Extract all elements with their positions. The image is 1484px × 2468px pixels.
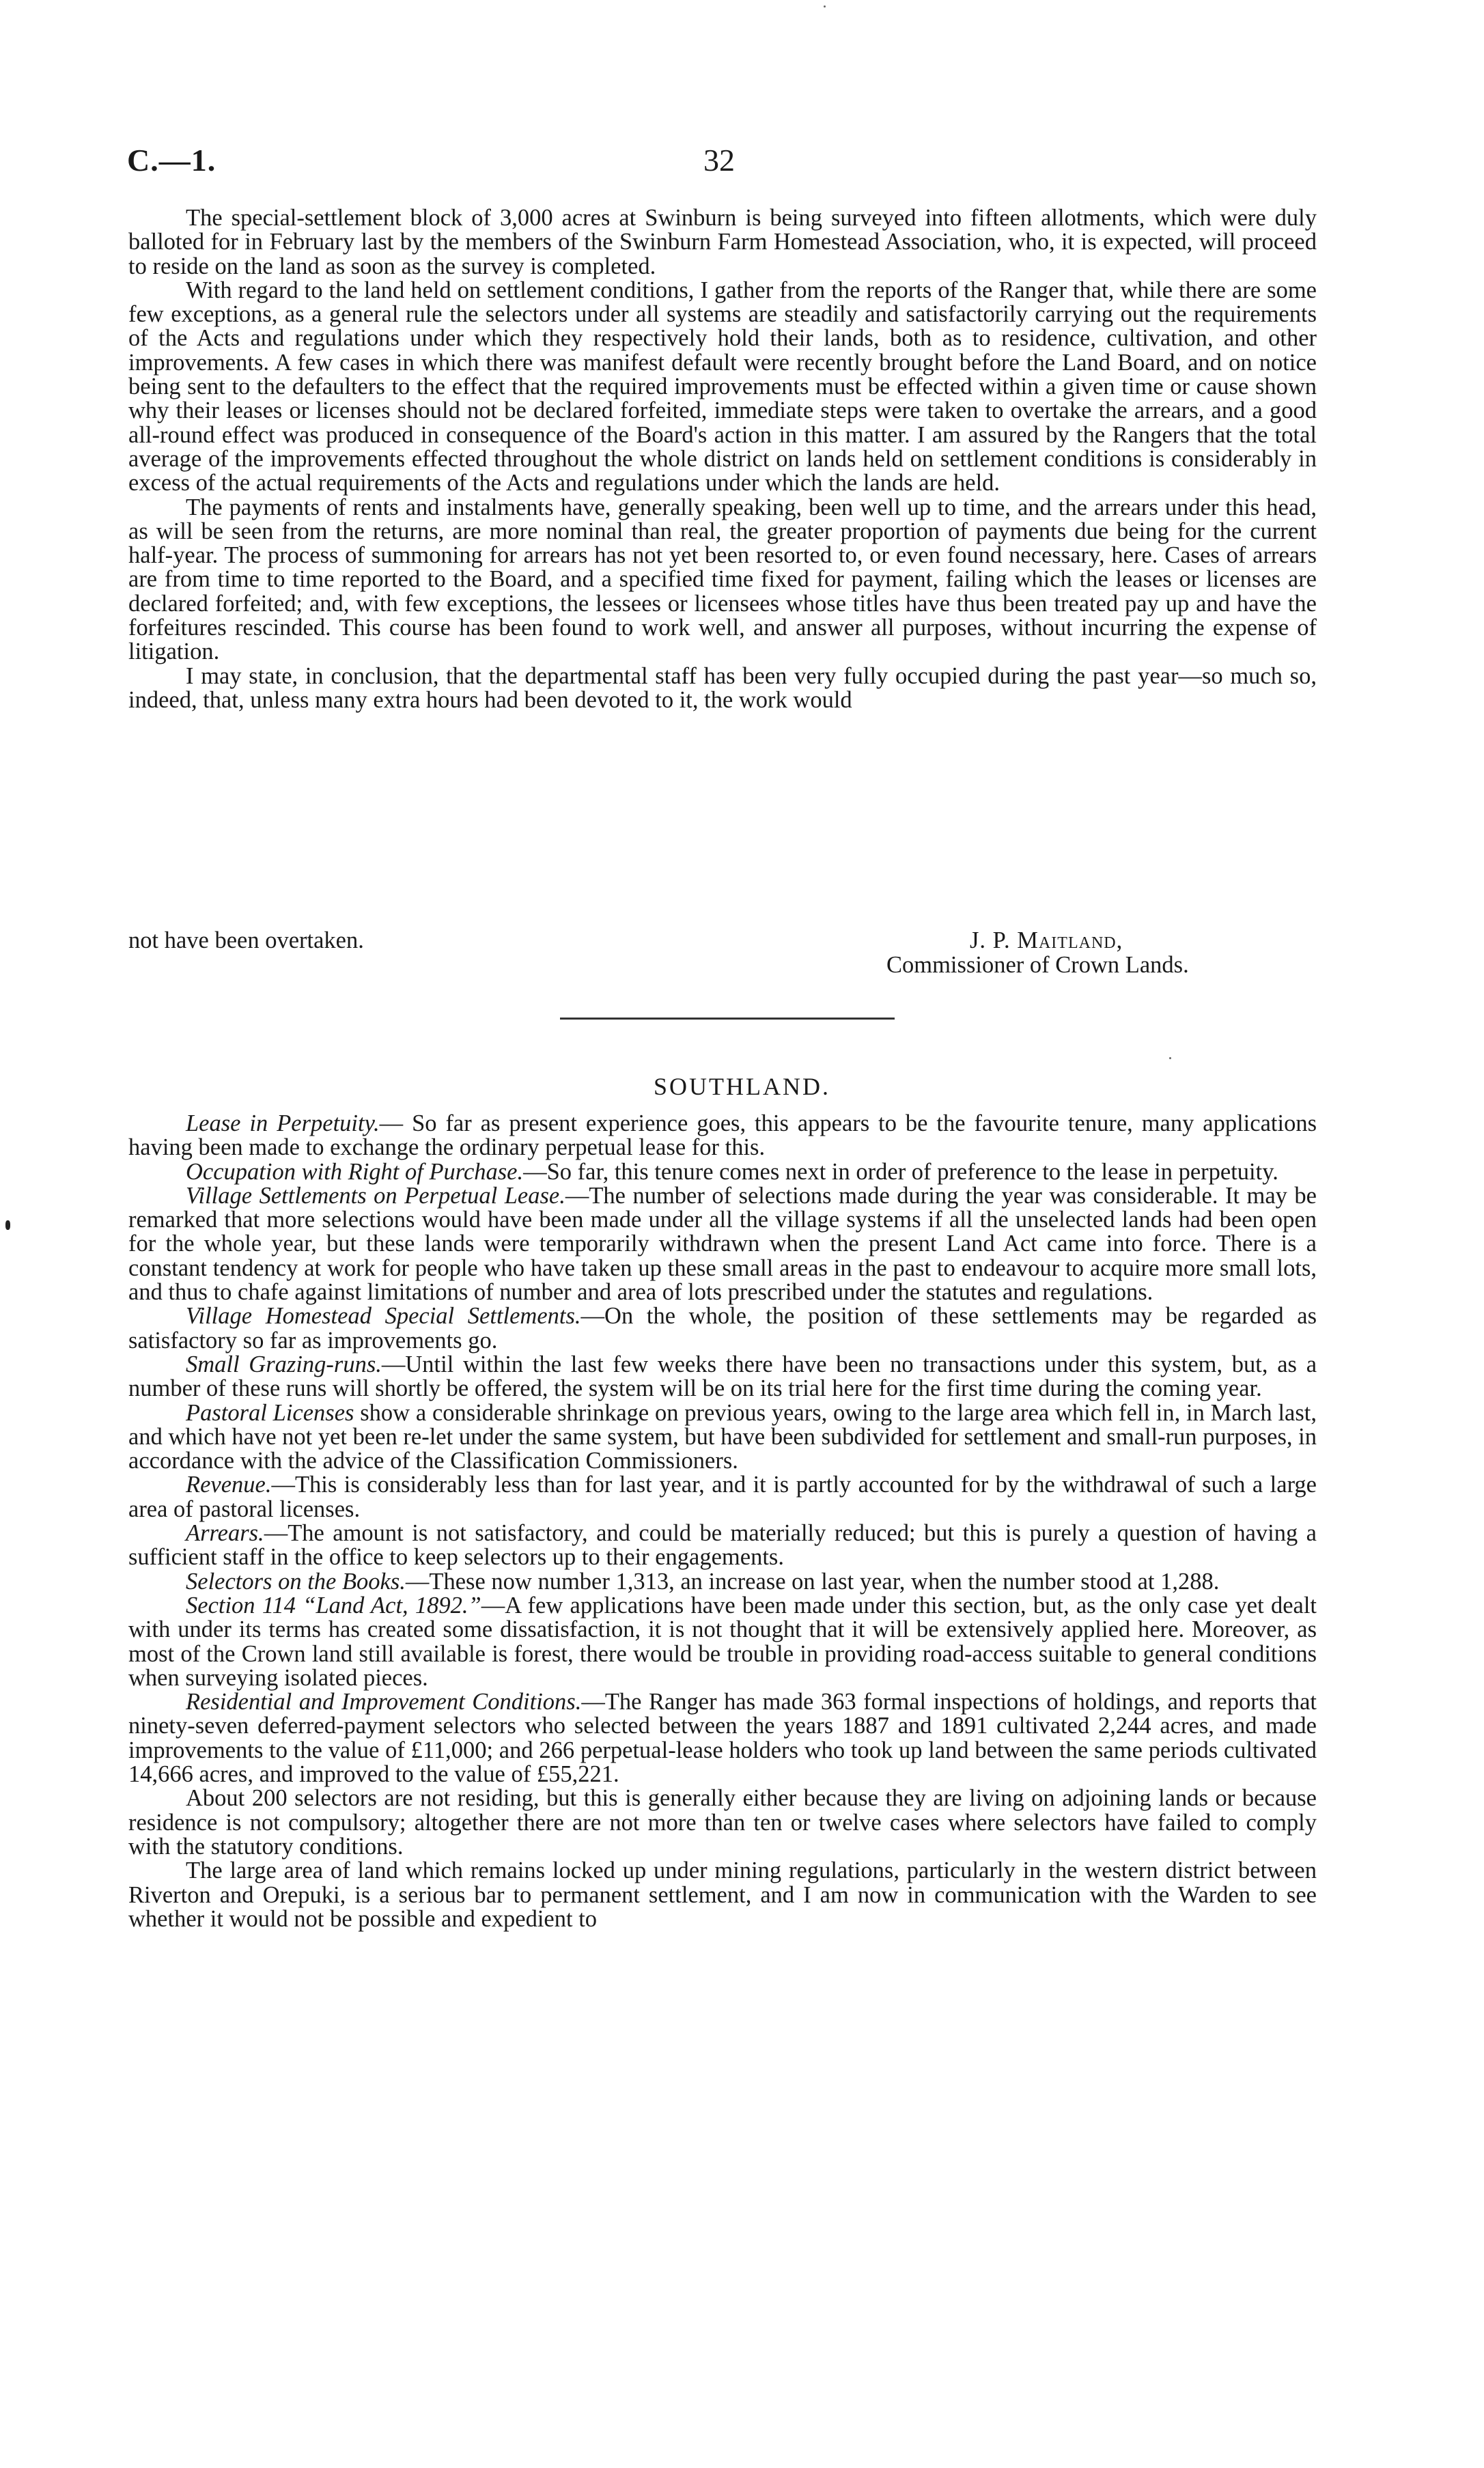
paragraph-lead: Small Grazing-runs.	[186, 1351, 382, 1377]
paragraph: The payments of rents and instalments have, generally speaking, been well up to time, and the arrears under this head, as will be seen from the returns, are more nominal than real, the greater proportion of payments due being for the current half-year. The process of summoning for arrears has not yet been resorted to, or even found necessary, here. Cases of arrears are from time to time reported to the Board, and a specified time fixed for payment, failing which the leases or licenses are declared forfeited; and, with few exceptions, the lessees or licensees whose titles have thus been treated pay up and have the forfeitures rescinded. This course has been found to work well, and answer all purposes, without incurring the expense of litigation.	[128, 494, 1317, 665]
paragraph-text: —On the whole, the position of these settlements may be regarded as satisfactory so far as improvements go.	[128, 1303, 1317, 1354]
paragraph	[128, 1859, 1317, 1931]
page-header	[127, 142, 1322, 183]
paragraph-text: —The number of selections made during the year was considerable. It may be remarked that more selections would have been made under all the village systems if all the unselected lands had been open for the whole year, but these lands were temporarily withdrawn when the present Land Act came into force. There is a constant tendency at work for people who have taken up these small areas in the past to endeavour to acquire more small lots, and thus to chafe against limitations of number and area of lots prescribed under the statutes and regulations.	[128, 1182, 1317, 1306]
document-reference: C.—1.	[127, 143, 216, 178]
margin-speck	[824, 5, 826, 8]
paragraph	[128, 1690, 1317, 1786]
commissioner-report-body	[128, 206, 1317, 712]
page-number: 32	[703, 143, 735, 178]
signature-block	[128, 927, 1317, 978]
paragraph-lead: Lease in Perpetuity.	[186, 1110, 380, 1136]
margin-speck	[1169, 1057, 1171, 1059]
paragraph-lead: Occupation with Right of Purchase.	[186, 1158, 524, 1185]
paragraph-text: —This is considerably less than for last year, and it is partly accounted for by the withdrawal of such a large area of pastoral licenses.	[128, 1472, 1317, 1522]
paragraph-text: The large area of land which remains locked up under mining regulations, particularly in the western district between Riverton and Orepuki, is a serious bar to permanent settlement, and I am now in communication with the Warden to see whether it would not be possible and expedient to	[128, 1857, 1317, 1932]
paragraph	[128, 1401, 1317, 1474]
section-heading: SOUTHLAND.	[654, 1073, 830, 1100]
paragraph-text: show a considerable shrinkage on previous years, owing to the large area which fell in, in March last, and which have not yet been re-let under the same system, but have been subdivided for settlement and small-run purposes, in accordance with the advice of the Classification Commissioners.	[128, 1399, 1317, 1474]
paragraph: I may state, in conclusion, that the departmental staff has been very fully occupied during the past year—so much so, indeed, that, unless many extra hours had been devoted to it, the work would	[128, 662, 1317, 713]
paragraph-text: —These now number 1,313, an increase on last year, when the number stood at 1,288.	[405, 1568, 1220, 1595]
paragraph	[128, 1304, 1317, 1353]
paragraph-lead: Arrears.	[186, 1520, 264, 1547]
paragraph-lead: Selectors on the Books.	[186, 1568, 406, 1595]
paragraph-text: —A few applications have been made under this section, but, as the only case yet dealt with under its terms has created some dissatisfaction, it is not thought that it will be extensively applied here. Moreover, as most of the Crown land still available is forest, there would be trouble in providing road-access suitable to general conditions when surveying isolated pieces.	[128, 1592, 1317, 1691]
paragraph	[128, 1594, 1317, 1690]
margin-mark	[5, 1220, 10, 1230]
paragraph	[128, 1473, 1317, 1522]
paragraph-text: —Until within the last few weeks there have been no transactions under this system, but, as a number of these runs will shortly be offered, the system will be on its trial here for the first time during the coming year.	[128, 1351, 1317, 1402]
paragraph	[128, 1184, 1317, 1304]
paragraph-lead: Residential and Improvement Conditions.	[186, 1689, 582, 1715]
paragraph: With regard to the land held on settlement conditions, I gather from the reports of the Ranger that, while there are some few exceptions, as a general rule the selectors under all systems are steadily and satisfactorily carrying out the requirements of the Acts and regulations under which they respectively hold their lands, both as to residence, cultivation, and other improvements. A few cases in which there was manifest default were recently brought before the Land Board, and on notice being sent to the defaulters to the effect that the required improvements must be effected within a given time or cause shown why their leases or licenses should not be declared forfeited, immediate steps were taken to overtake the arrears, and a good all-round effect was produced in consequence of the Board's action in this matter. I am assured by the Rangers that the total average of the improvements effected throughout the whole district on lands held on settlement conditions is considerably in excess of the actual requirements of the Acts and regulations under which the lands are held.	[128, 277, 1317, 496]
section-divider	[560, 1018, 895, 1020]
paragraph	[128, 1786, 1317, 1859]
southland-report-body	[128, 1112, 1317, 1931]
paragraph-lead: Revenue.	[186, 1472, 272, 1498]
closing-fragment: not have been overtaken.	[128, 927, 364, 953]
paragraph: The special-settlement block of 3,000 acres at Swinburn is being surveyed into fifteen allotments, which were duly balloted for in February last by the members of the Swinburn Farm Homestead Association, who, it is expected, will proceed to reside on the land as soon as the survey is completed.	[128, 205, 1317, 279]
paragraph	[128, 1522, 1317, 1570]
paragraph-lead: Village Settlements on Perpetual Lease.	[186, 1182, 565, 1209]
paragraph-lead: Village Homestead Special Settlements.	[186, 1303, 581, 1330]
paragraph	[128, 1570, 1317, 1594]
paragraph	[128, 1353, 1317, 1401]
paragraph-text: About 200 selectors are not residing, but this is generally either because they are living on adjoining lands or because residence is not compulsory; altogether there are not more than ten or twelve cases where selectors have failed to comply with the statutory conditions.	[128, 1785, 1317, 1860]
paragraph-text: —The Ranger has made 363 formal inspections of holdings, and reports that ninety-seven deferred-payment selectors who selected between the years 1887 and 1891 cultivated 2,244 acres, and made improvements to the value of £11,000; and 266 perpetual-lease holders who took up land between the same periods cultivated 14,666 acres, and improved to the value of £55,221.	[128, 1689, 1317, 1788]
paragraph	[128, 1112, 1317, 1160]
paragraph-text: —So far, this tenure comes next in order of preference to the lease in perpetuity.	[523, 1158, 1278, 1185]
paragraph	[128, 1160, 1317, 1184]
signature-title: Commissioner of Crown Lands.	[886, 952, 1189, 978]
signature-name: J. P. Maitland,	[970, 927, 1123, 953]
paragraph-lead: Section 114 “Land Act, 1892.”	[186, 1592, 481, 1618]
paragraph-text: —The amount is not satisfactory, and could be materially reduced; but this is purely a question of having a sufficient staff in the office to keep selectors up to their engagements.	[128, 1520, 1317, 1571]
paragraph-text: — So far as present experience goes, this appears to be the favourite tenure, many applications having been made to exchange the ordinary perpetual lease for this.	[128, 1110, 1317, 1161]
paragraph-lead: Pastoral Licenses	[186, 1399, 354, 1426]
